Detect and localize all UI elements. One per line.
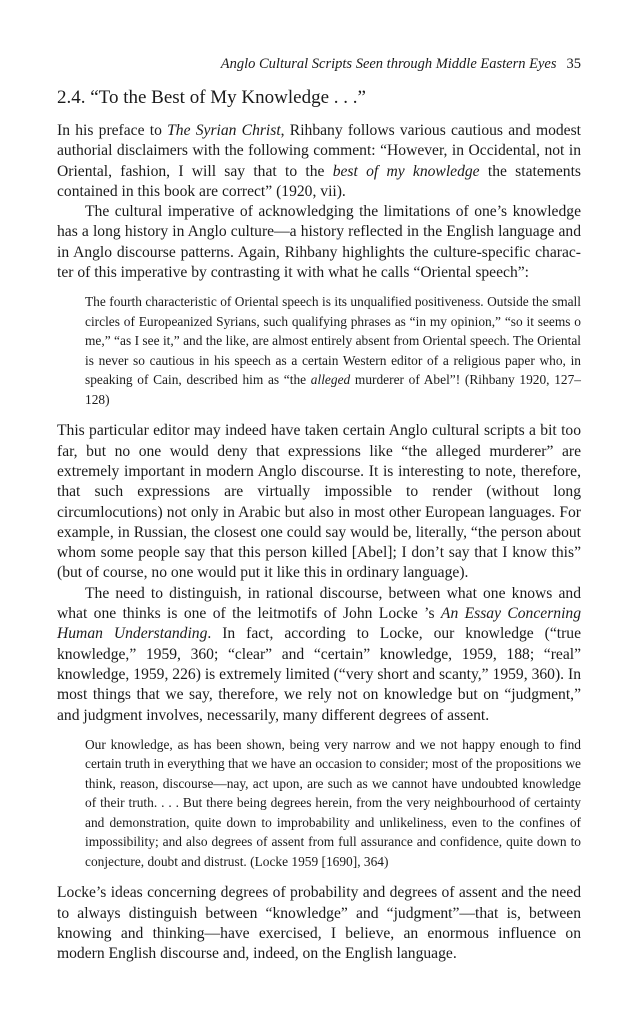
q1-text-a: The fourth characteristic of Oriental speech is its unqualified positiveness. Outside the small circles of Europeanized Syrians, such qualifying phrases as “in my opinion,” “so it seems o me,” “as I see it,” and the like, are almost entirely absent from Oriental speech. The Oriental is never so cautious in his speech as a certain Western editor of a religious paper who, in speaking of Cain, described him as “the: [85, 294, 581, 388]
paragraph-4: [57, 584, 581, 726]
p4-book-title: An Essay Concerning Human Understanding: [57, 605, 581, 643]
q1-text-c: murderer of Abel”! (Rihbany 1920, 127–128): [85, 372, 582, 407]
p1-emphasis: best of my knowledge: [332, 162, 480, 180]
block-quote-rihbany: [85, 292, 581, 409]
paragraph-1: [57, 121, 581, 202]
section-heading: 2.4. “To the Best of My Knowledge . . .”: [57, 87, 366, 108]
p1-book-title: The Syrian Christ: [167, 122, 281, 139]
p4-text-a: The need to distinguish, in rational discourse, between what one knows and what one thinks is one of the leitmotifs of John Locke ’s: [57, 584, 581, 623]
body-text: [57, 121, 581, 965]
quote-1-text: [85, 292, 581, 409]
p1-text-e: the statements contained in this book are correct” (1920, vii).: [57, 162, 581, 200]
paragraph-5: Locke’s ideas concerning degrees of probability and degrees of assent and the need to always distinguish between “knowledge” and “judgment”—that is, between knowing and thinking—have exercised, I believe, an enormous influence on modern English discourse and, indeed, on the English language.: [57, 884, 581, 963]
p1-text-a: In his preface to: [57, 122, 168, 139]
p4-text-c: . In fact, according to Locke, our knowledge (“true knowledge,” 1959, 360; “clear” and “certain” knowledge, 1959, 188; “real” knowledge, 1959, 226) is extremely limited (“very short and scanty,” 1959, 360). In most things that we say, therefore, we rely not on knowledge but on “judgment,” and judgment involves, necessarily, many different degrees of assent.: [57, 625, 582, 724]
running-head: [221, 56, 581, 73]
page-number: 35: [566, 56, 581, 72]
p1-text-c: , Rihbany follows various cautious and modest authorial disclaimers with the following comment: “However, in Occidental, not in Oriental, fashion, I will say that to the: [57, 122, 581, 180]
q1-emphasis: alleged: [310, 372, 351, 388]
block-quote-locke: [85, 735, 581, 872]
paragraph-3: This particular editor may indeed have taken certain Anglo cultural scripts a bit too far, but no one would deny that expressions like “the alleged murderer” are extremely important in modern Anglo discourse. It is interesting to note, therefore, that such expressions are virtually impossible to render (without long circumlocutions) not only in Arabic but also in most other European languages. For example, in Russian, the closest one could say would be, literally, “the person about whom some people say that this person killed [Abel]; I don’t say that I know this” (but of course, no one would put it like this in ordinary language).: [57, 422, 581, 582]
paragraph-2: The cultural imperative of acknowledging the limitations of one’s knowledge has a long history in Anglo culture—a history reflected in the English language and in Anglo discourse patterns. Again, Rihbany highlights the culture-specific character of this imperative by contrasting it with what he calls “Oriental speech”:: [57, 203, 581, 282]
quote-2-text: Our knowledge, as has been shown, being very narrow and we not happy enough to find certain truth in everything that we have an occasion to consider; most of the propositions we think, reason, discourse—nay, act upon, are such as we cannot have undoubted knowledge of their truth. . . . But there being degrees herein, from the very neighbourhood of certainty and demonstration, quite down to improbability and unlikeliness, even to the confines of impossibility; and also degrees of assent from full assurance and confidence, quite down to conjecture, doubt and distrust. (Locke 1959 [1690], 364): [85, 736, 581, 869]
running-title: Anglo Cultural Scripts Seen through Middle Eastern Eyes: [220, 56, 557, 72]
